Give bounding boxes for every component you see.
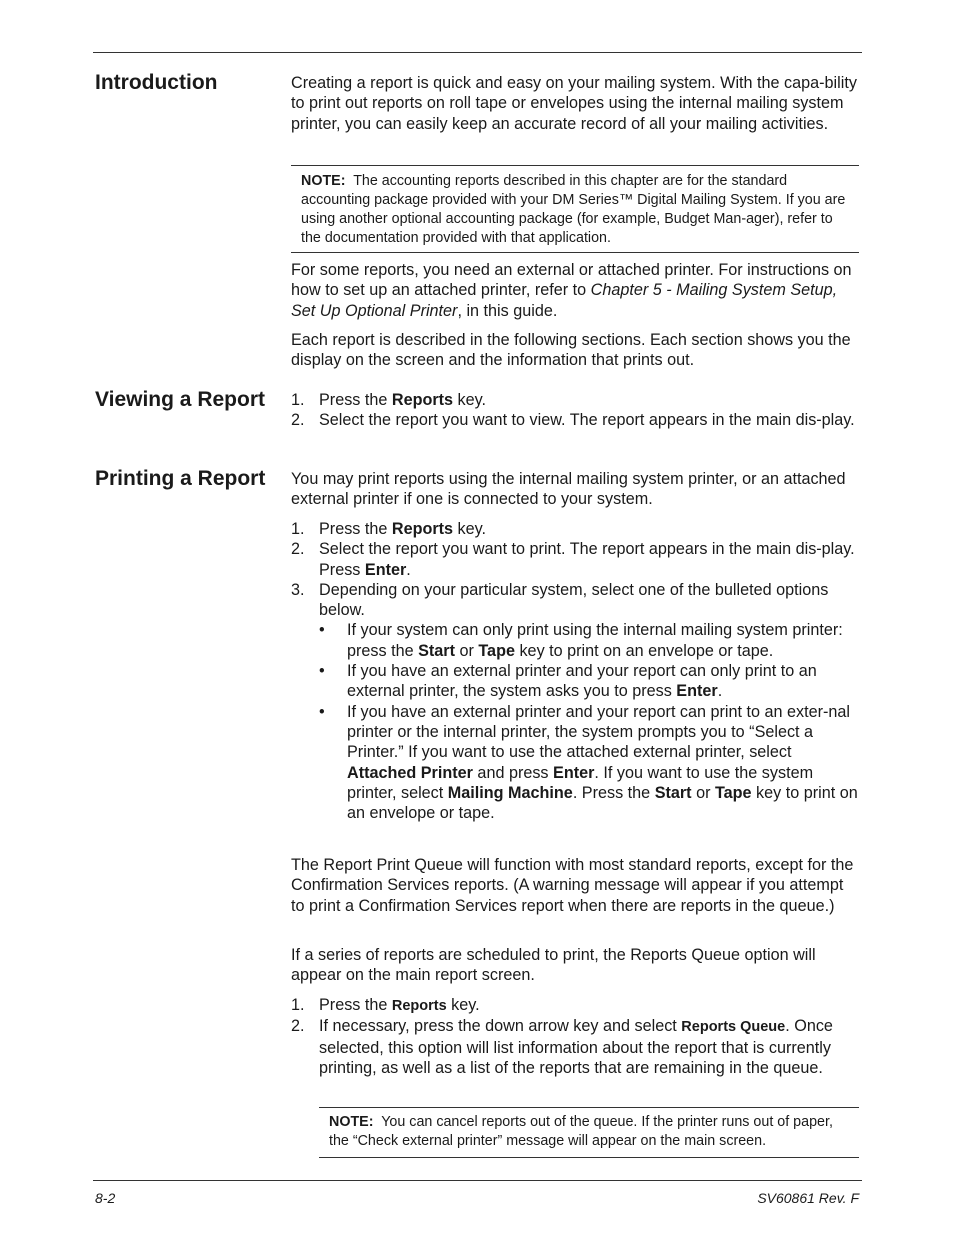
option-internal-printer — [319, 620, 859, 661]
viewing-steps — [291, 390, 859, 431]
option-text: . — [717, 682, 723, 701]
note-text: You can cancel reports out of the queue. If the printer runs out of paper, the “Check external printer” message will appear on the main screen. — [329, 1114, 833, 1149]
queue-p2-block — [291, 945, 859, 986]
step-text: If necessary, press the down arrow key and select — [319, 1017, 682, 1036]
step-text: Press the — [319, 520, 392, 538]
option-text: If your system can only print using the internal mailing system printer: press the — [347, 621, 843, 660]
top-rule — [93, 52, 862, 53]
printing-intro-block — [291, 469, 859, 510]
option-text: key to print on an envelope or tape. — [347, 783, 858, 823]
step-text: key. — [446, 996, 480, 1014]
page-number: 8-2 — [95, 1190, 116, 1206]
reports-key: Reports — [391, 391, 454, 409]
printing-steps-block — [291, 519, 859, 823]
bullet: • — [319, 662, 325, 681]
viewing-steps-block — [291, 390, 859, 431]
printing-steps — [291, 519, 859, 823]
step-number: 2. — [291, 540, 305, 559]
enter-key: Enter — [676, 682, 718, 701]
enter-key: Enter — [553, 763, 595, 782]
option-text: If you have an external printer and your report can only print to an external printer, the system asks you to press — [347, 662, 817, 701]
step-text: Select the report you want to view. The report appears in the main dis-play. — [319, 411, 855, 430]
option-external-printer — [319, 661, 859, 702]
footer-rule — [93, 1180, 862, 1181]
queue-step-1 — [291, 995, 859, 1016]
viewing-step-2 — [291, 410, 859, 430]
bullet: • — [319, 702, 325, 721]
queue-note — [319, 1107, 859, 1158]
option-text: key to print on an envelope or tape. — [514, 641, 774, 660]
option-text: or — [454, 641, 479, 660]
viewing-step-1 — [291, 390, 859, 410]
step-number: 2. — [291, 1017, 305, 1036]
step-text: Press the — [319, 391, 392, 409]
step-text: key. — [453, 391, 487, 409]
printing-report-heading: Printing a Report — [95, 467, 266, 490]
step-text: Depending on your particular system, select one of the bulleted options below. — [319, 580, 829, 620]
start-key: Start — [654, 783, 692, 802]
step-text: key. — [453, 520, 487, 538]
chapter-reference: Chapter 5 - Mailing System Setup, Set Up Optional Printer — [291, 281, 838, 320]
step-text: Press the — [319, 996, 392, 1014]
bullet: • — [319, 621, 325, 640]
note-label: NOTE: — [329, 1114, 374, 1130]
queue-p1-block — [291, 855, 859, 916]
option-text: . If you want to use the system printer, select — [347, 763, 814, 802]
viewing-report-heading: Viewing a Report — [95, 388, 265, 411]
step-text: Select the report you want to print. The report appears in the main dis-play. Press — [319, 540, 855, 579]
printing-step-3 — [291, 580, 859, 824]
printing-step-1 — [291, 519, 859, 539]
mailing-machine-option: Mailing Machine — [447, 783, 573, 802]
step-number: 1. — [291, 520, 305, 538]
queue-paragraph-2: If a series of reports are scheduled to print, the Reports Queue option will appear on the main report screen. — [291, 946, 816, 985]
reports-queue-option: Reports Queue — [681, 1019, 786, 1036]
queue-steps-block — [291, 995, 859, 1078]
document-id: SV60861 Rev. F — [757, 1190, 859, 1206]
option-text: or — [691, 783, 715, 802]
tape-key: Tape — [478, 641, 515, 660]
option-text: . Press the — [572, 783, 655, 802]
introduction-heading: Introduction — [95, 71, 218, 94]
printing-paragraph-1: You may print reports using the internal mailing system printer, or an attached external printer if one is connected to your system. — [291, 470, 846, 509]
step-text: . Once selected, this option will list information about the report that is currently printing, as well as a list of the reports that are remaining in the queue. — [319, 1017, 833, 1077]
reports-key: Reports — [391, 998, 447, 1014]
option-select-printer — [319, 702, 859, 824]
note-text: The accounting reports described in this chapter are for the standard accounting package provided with your DM Series™ Digital Mailing System. If you are using another optional accounting package (for example, Budget Man-ager), refer to the documentation provided with that application. — [301, 173, 846, 246]
introduction-paragraph-2 — [291, 260, 859, 321]
enter-key: Enter — [364, 560, 407, 579]
introduction-p1-block — [291, 73, 859, 134]
introduction-paragraph-3: Each report is described in the following sections. Each section shows you the display on the screen and the information that prints out. — [291, 331, 851, 370]
introduction-note — [291, 165, 859, 253]
p2-text-a: For some reports, you need an external or attached printer. For instructions on how to set up an attached printer, refer to — [291, 261, 852, 300]
introduction-p2-block — [291, 260, 859, 321]
step-number: 1. — [291, 996, 305, 1014]
p2-text-b: , in this guide. — [457, 301, 558, 320]
introduction-paragraph-1: Creating a report is quick and easy on your mailing system. With the capa-bility to print out reports on roll tape or envelopes using the internal mailing system printer, you can easily keep an accurate record of all your mailing activities. — [291, 74, 857, 133]
printing-options — [319, 620, 859, 823]
tape-key: Tape — [714, 783, 752, 802]
step-number: 3. — [291, 580, 305, 599]
reports-key: Reports — [391, 520, 454, 538]
introduction-p3-block — [291, 330, 859, 371]
queue-paragraph-1: The Report Print Queue will function with most standard reports, except for the Confirmation Services reports. (A warning message will appear if you attempt to print a Confirmation Services report when there are reports in the queue.) — [291, 856, 854, 915]
queue-steps — [291, 995, 859, 1078]
printing-step-2 — [291, 539, 859, 580]
queue-step-2 — [291, 1016, 859, 1078]
attached-printer-option: Attached Printer — [347, 763, 473, 782]
note-label: NOTE: — [301, 173, 346, 189]
step-text: . — [406, 560, 411, 579]
option-text: and press — [472, 763, 554, 782]
step-number: 2. — [291, 411, 305, 430]
option-text: If you have an external printer and your report can print to an exter-nal printer or the internal printer, the system prompts you to “Select a Printer.” If you want to use the attached external printer, select — [347, 702, 850, 762]
start-key: Start — [418, 641, 455, 660]
step-number: 1. — [291, 391, 305, 409]
